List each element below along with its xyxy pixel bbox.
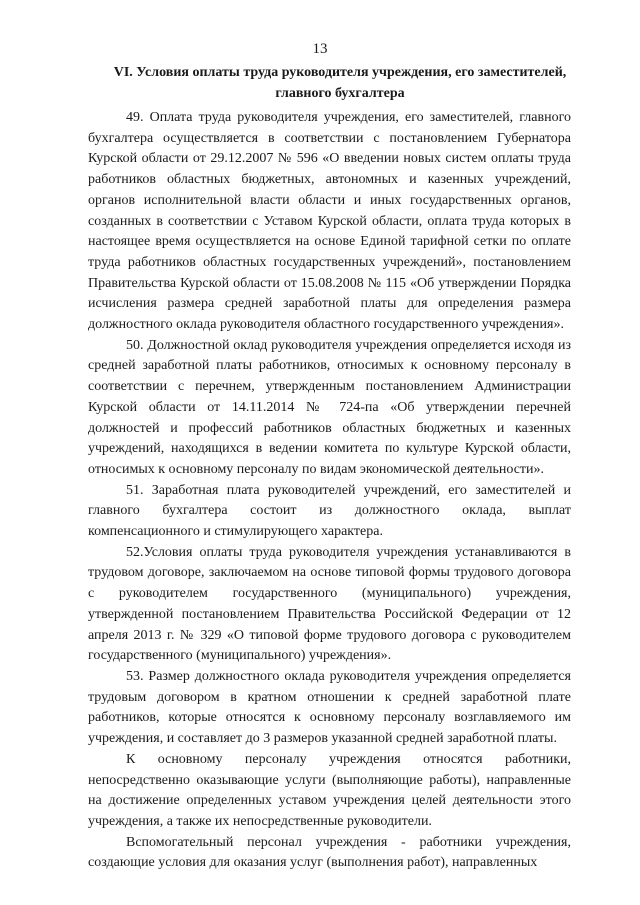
paragraph-50: 50. Должностной оклад руководителя учреждения определяется исходя из средней заработной платы работников, относимых к основному персоналу в соответствии с перечнем, утвержденным постановлением Администрации Курской области от 14.11.2014 № 724-па «Об утверждении перечней должностей и профессий работников областных бюджетных и казенных учреждений, находящихся в ведении комитета по культуре Курской области, относимых к основному персоналу по видам экономической деятельности». xyxy=(88,337,571,477)
page-number: 13 xyxy=(312,41,328,57)
document-body xyxy=(88,108,571,874)
paragraph-51: 51. Заработная плата руководителей учреждений, его заместителей и главного бухгалтера состоит из должностного оклада, выплат компенсационного и стимулирующего характера. xyxy=(88,482,571,540)
paragraph-49: 49. Оплата труда руководителя учреждения, его заместителей, главного бухгалтера осуществляется в соответствии с постановлением Губернатора Курской области от 29.12.2007 № 596 «О введении новых систем оплаты труда работников областных бюджетных, автономных и казенных учреждений, органов исполнительной власти области и иных государственных органов, созданных в соответствии с Уставом Курской области, оплата труда которых в настоящее время осуществляется на основе Единой тарифной сетки по оплате труда работников областных государственных учреждений», постановлением Правительства Курской области от 15.08.2008 № 115 «Об утверждении Порядка исчисления размера средней заработной платы для определения размера должностного оклада руководителя областного государственного учреждения». xyxy=(88,110,571,333)
paragraph-52: 52.Условия оплаты труда руководителя учреждения устанавливаются в трудовом договоре, заключаемом на основе типовой формы трудового договора с руководителем государственного (муниципального) учреждения, утвержденной постановлением Правительства Российской Федерации от 12 апреля 2013 г. № 329 «О типовой форме трудового договора с руководителем государственного (муниципального) учреждения». xyxy=(88,544,571,664)
paragraph-main-staff: К основному персоналу учреждения относятся работники, непосредственно оказывающие услуги (выполняющие работы), направленные на достижение определенных уставом учреждения целей деятельности этого учреждения, а также их непосредственные руководители. xyxy=(88,751,571,829)
paragraph-53: 53. Размер должностного оклада руководителя учреждения определяется трудовым договором в кратном отношении к средней заработной плате работников, которые относятся к основному персоналу возглавляемого им учреждения, и составляет до 3 размеров указанной средней заработной платы. xyxy=(88,668,571,747)
paragraph-auxiliary-staff: Вспомогательный персонал учреждения - работники учреждения, создающие условия для оказания услуг (выполнения работ), направленных xyxy=(88,834,571,871)
section-title: VI. Условия оплаты труда руководителя учреждения, его заместителей, главного бухгалтера xyxy=(113,65,567,101)
